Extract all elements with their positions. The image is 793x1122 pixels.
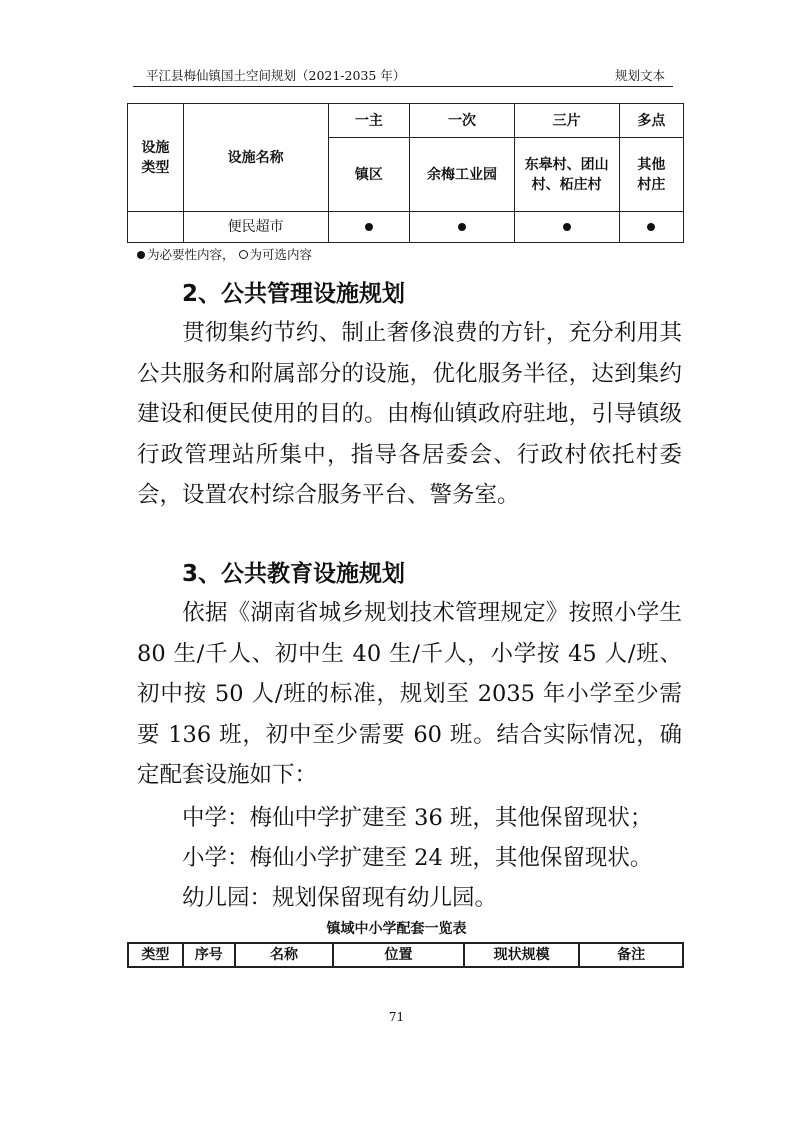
col-header-name: 设施名称 — [183, 104, 328, 212]
col-header: 位置 — [333, 943, 464, 967]
legend-optional: 为可选内容 — [249, 247, 313, 262]
paragraph: 贯彻集约节约、制止奢侈浪费的方针，充分利用其公共服务和附属部分的设施，优化服务半径，达到集约建设和便民使用的目的。由梅仙镇政府驻地，引导镇级行政管理站所集中，指导各居委会、行政村依托村委会，设置农村综合服务平台、警务室。 — [137, 320, 682, 508]
group-header: 多点 — [619, 104, 683, 138]
col-header: 序号 — [183, 943, 235, 967]
required-mark-cell — [410, 212, 514, 243]
col-header: 现状规模 — [464, 943, 580, 967]
facility-type-cell — [128, 212, 184, 243]
required-mark-cell — [328, 212, 410, 243]
sub-header: 其他村庄 — [619, 138, 683, 212]
group-header: 三片 — [514, 104, 619, 138]
filled-circle-icon — [137, 251, 145, 259]
paragraph: 依据《湖南省城乡规划技术管理规定》按照小学生 80 生/千人、初中生 40 生/千人，小学按 45 人/班、初中按 50 人/班的标准，规划至 2035 年小学至少需要 136 班，初中至少需要 60 班。结合实际情况，确定配套设施如下： — [137, 600, 682, 788]
page-number: 71 — [388, 1010, 405, 1024]
header-document-type: 规划文本 — [614, 68, 665, 83]
group-header: 一主 — [328, 104, 410, 138]
col-header: 备注 — [579, 943, 683, 967]
list-item: 幼儿园：规划保留现有幼儿园。 — [182, 885, 498, 911]
group-header: 一次 — [410, 104, 514, 138]
page-header — [133, 62, 673, 86]
header-rule — [133, 86, 673, 87]
col-header: 类型 — [128, 943, 183, 967]
filled-circle-icon — [563, 223, 571, 231]
table-legend-note — [137, 245, 312, 263]
facility-table — [127, 103, 684, 243]
filled-circle-icon — [365, 223, 373, 231]
col-header-type: 设施类型 — [128, 104, 184, 212]
section-heading: 3、公共教育设施规划 — [182, 561, 406, 587]
list-item: 小学：梅仙小学扩建至 24 班，其他保留现状。 — [182, 845, 653, 871]
required-mark-cell — [619, 212, 683, 243]
legend-required: 为必要性内容， — [147, 247, 235, 262]
empty-circle-icon — [239, 250, 248, 259]
filled-circle-icon — [647, 223, 655, 231]
required-mark-cell — [514, 212, 619, 243]
sub-header: 镇区 — [328, 138, 410, 212]
facility-name-cell: 便民超市 — [183, 212, 328, 243]
header-document-title: 平江县梅仙镇国土空间规划（2021-2035 年） — [146, 68, 406, 83]
table-caption: 镇域中小学配套一览表 — [326, 921, 467, 937]
col-header: 名称 — [235, 943, 334, 967]
sub-header: 余梅工业园 — [410, 138, 514, 212]
section-heading: 2、公共管理设施规划 — [182, 281, 406, 307]
list-item: 中学：梅仙中学扩建至 36 班，其他保留现状； — [182, 805, 653, 831]
sub-header: 东皋村、团山村、柘庄村 — [514, 138, 619, 212]
school-table — [127, 942, 684, 968]
filled-circle-icon — [458, 223, 466, 231]
table-row — [128, 212, 684, 243]
